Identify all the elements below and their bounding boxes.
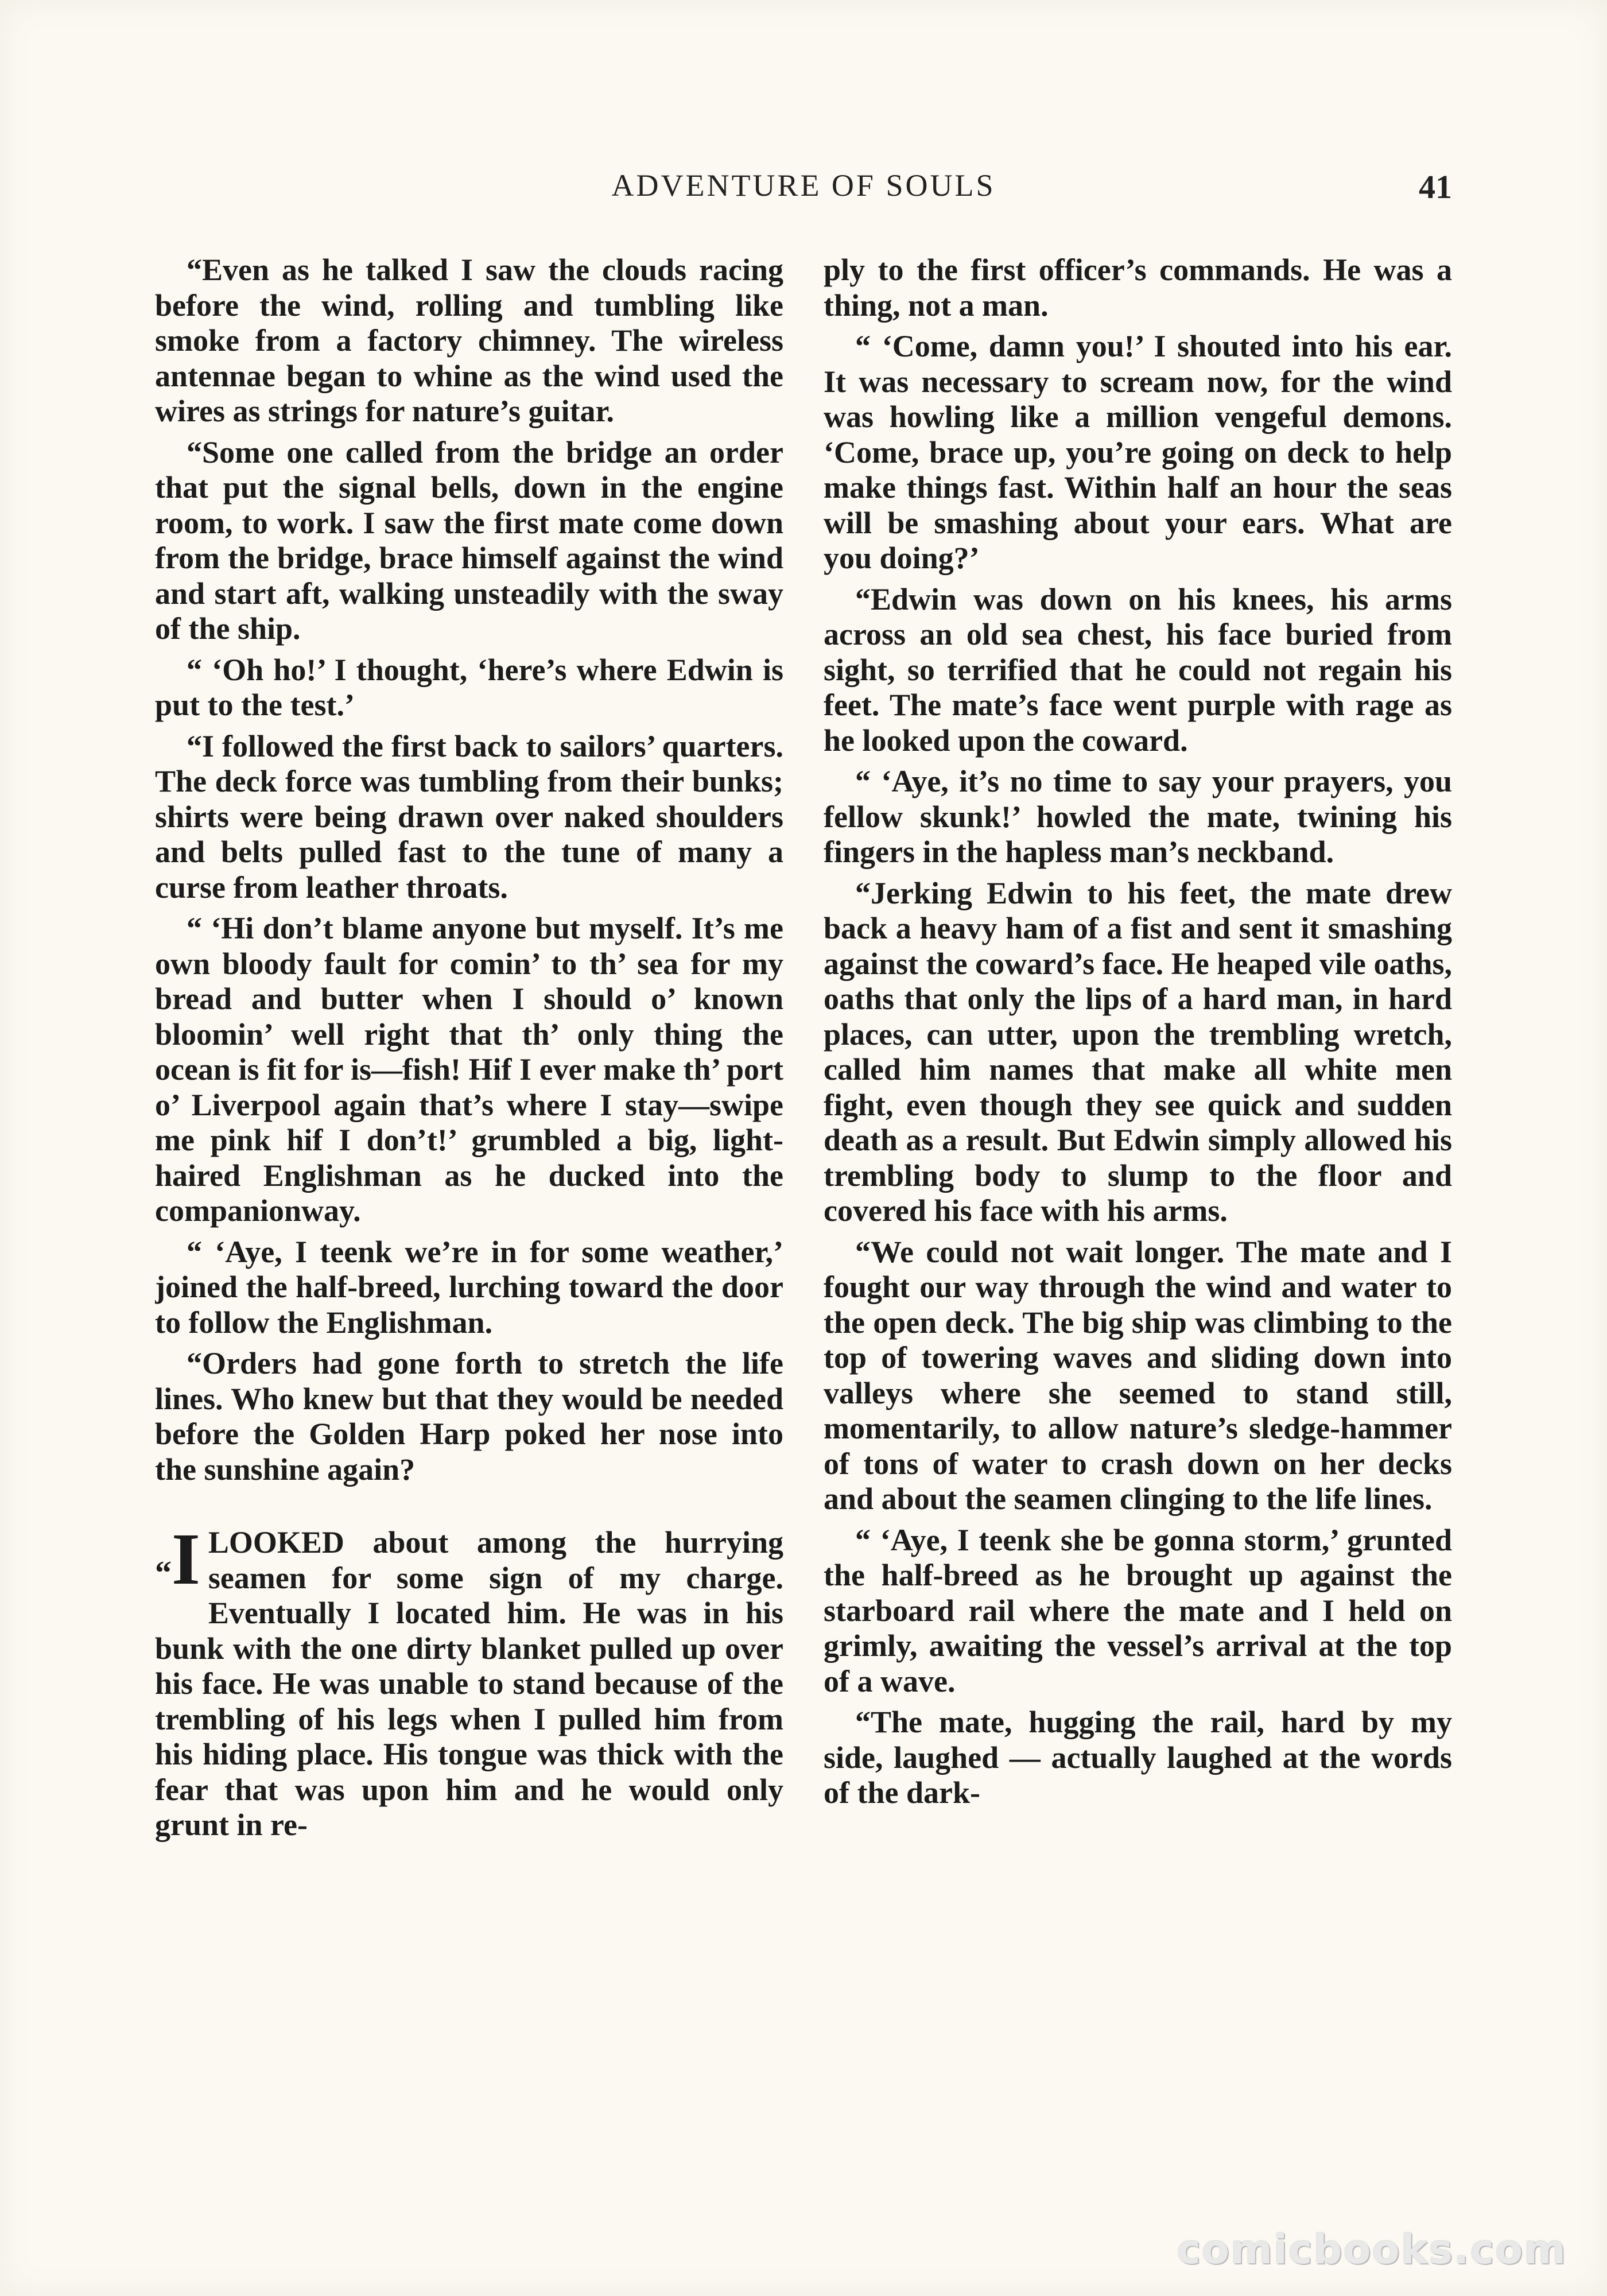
paragraph: “ ‘Aye, it’s no time to say your prayers, you fellow skunk!’ howled the mate, twining his fingers in the hapless man’s neckband. (824, 764, 1452, 869)
paragraph: “Orders had gone forth to stretch the life lines. Who knew but that they would be needed before the Golden Harp poked her nose into the sunshine again? (155, 1346, 783, 1487)
paragraph: “Even as he talked I saw the clouds racing before the wind, rolling and tumbling like smoke from a factory chimney. The wireless antennae began to whine as the wind used the wires as strings for nature’s guitar. (155, 253, 783, 428)
page-header (155, 168, 1452, 219)
paragraph: “The mate, hugging the rail, hard by my side, laughed — actually laughed at the words of the dark- (824, 1705, 1452, 1810)
running-head: ADVENTURE OF SOULS (611, 168, 996, 203)
paragraph: “Edwin was down on his knees, his arms across an old sea chest, his face buried from sight, so terrified that he could not regain his feet. The mate’s face went purple with rage as he looked upon the coward. (824, 581, 1452, 758)
paragraph: “ ‘Come, damn you!’ I shouted into his ear. It was necessary to scream now, for the wind was howling like a million vengeful demons. ‘Come, brace up, you’re going on deck to help make things fast. Within half an hour the seas will be smashing about your ears. What are you doing?’ (824, 329, 1452, 575)
paragraph: “ ‘Hi don’t blame anyone but myself. It’s me own bloody fault for comin’ to th’ sea for my bread and butter when I should o’ known bloomin’ well right that th’ only thing the ocean is fit for is—fish! Hif I ever make th’ port o’ Liverpool again that’s where I stay—swipe me pink hif I don’t!’ grumbled a big, light-haired Englishman as he ducked into the companionway. (155, 911, 783, 1228)
paragraph: “Some one called from the bridge an order that put the signal bells, down in the engine room, to work. I saw the first mate come down from the bridge, brace himself against the wind and start aft, walking unsteadily with the sway of the ship. (155, 435, 783, 646)
right-column (824, 253, 1452, 2158)
paragraph: “We could not wait longer. The mate and I fought our way through the wind and water to the open deck. The big ship was climbing to the top of towering waves and sliding down into valleys where she seemed to stand still, momentarily, to allow nature’s sledge-hammer of tons of water to crash down on her decks and about the seamen clinging to the life lines. (824, 1234, 1452, 1516)
section-break (155, 1493, 783, 1525)
text-columns (155, 253, 1458, 2158)
page-number: 41 (1419, 168, 1452, 205)
paragraph: “I followed the first back to sailors’ quarters. The deck force was tumbling from their bunks; shirts were being drawn over naked shoulders and belts pulled fast to the tune of many a curse from leather throats. (155, 728, 783, 905)
paragraph: “ ‘Aye, I teenk we’re in for some weather,’ joined the half-breed, lurching toward the door to follow the Englishman. (155, 1234, 783, 1340)
drop-cap (155, 1518, 200, 1604)
continued-paragraph: ply to the first officer’s commands. He was a thing, not a man. (824, 253, 1452, 323)
drop-cap-letter: I (172, 1518, 200, 1600)
dropcap-paragraph-text: LOOKED about among the hurrying seamen for some sign of my charge. Eventually I located him. He was in his bunk with the one dirty blanket pulled up over his face. He was unable to stand because of the trembling of his legs when I pulled him from his hiding place. His tongue was thick with the fear that was upon him and he would only grunt in re- (155, 1525, 783, 1842)
dropcap-paragraph (155, 1518, 783, 1843)
paragraph: “ ‘Oh ho!’ I thought, ‘here’s where Edwin is put to the test.’ (155, 652, 783, 722)
left-column (155, 253, 783, 2158)
watermark: comicbooks.com (1177, 2226, 1567, 2273)
paragraph: “ ‘Aye, I teenk she be gonna storm,’ grunted the half-breed as he brought up against the starboard rail where the mate and I held on grimly, awaiting the vessel’s arrival at the top of a wave. (824, 1522, 1452, 1698)
drop-cap-quote: “ (155, 1554, 172, 1591)
paragraph: “Jerking Edwin to his feet, the mate drew back a heavy ham of a fist and sent it smashing against the coward’s face. He heaped vile oaths, oaths that only the lips of a hard man, in hard places, can utter, upon the trembling wretch, called him names that make all white men fight, even though they see quick and sudden death as a result. But Edwin simply allowed his trembling body to slump to the floor and covered his face with his arms. (824, 875, 1452, 1228)
